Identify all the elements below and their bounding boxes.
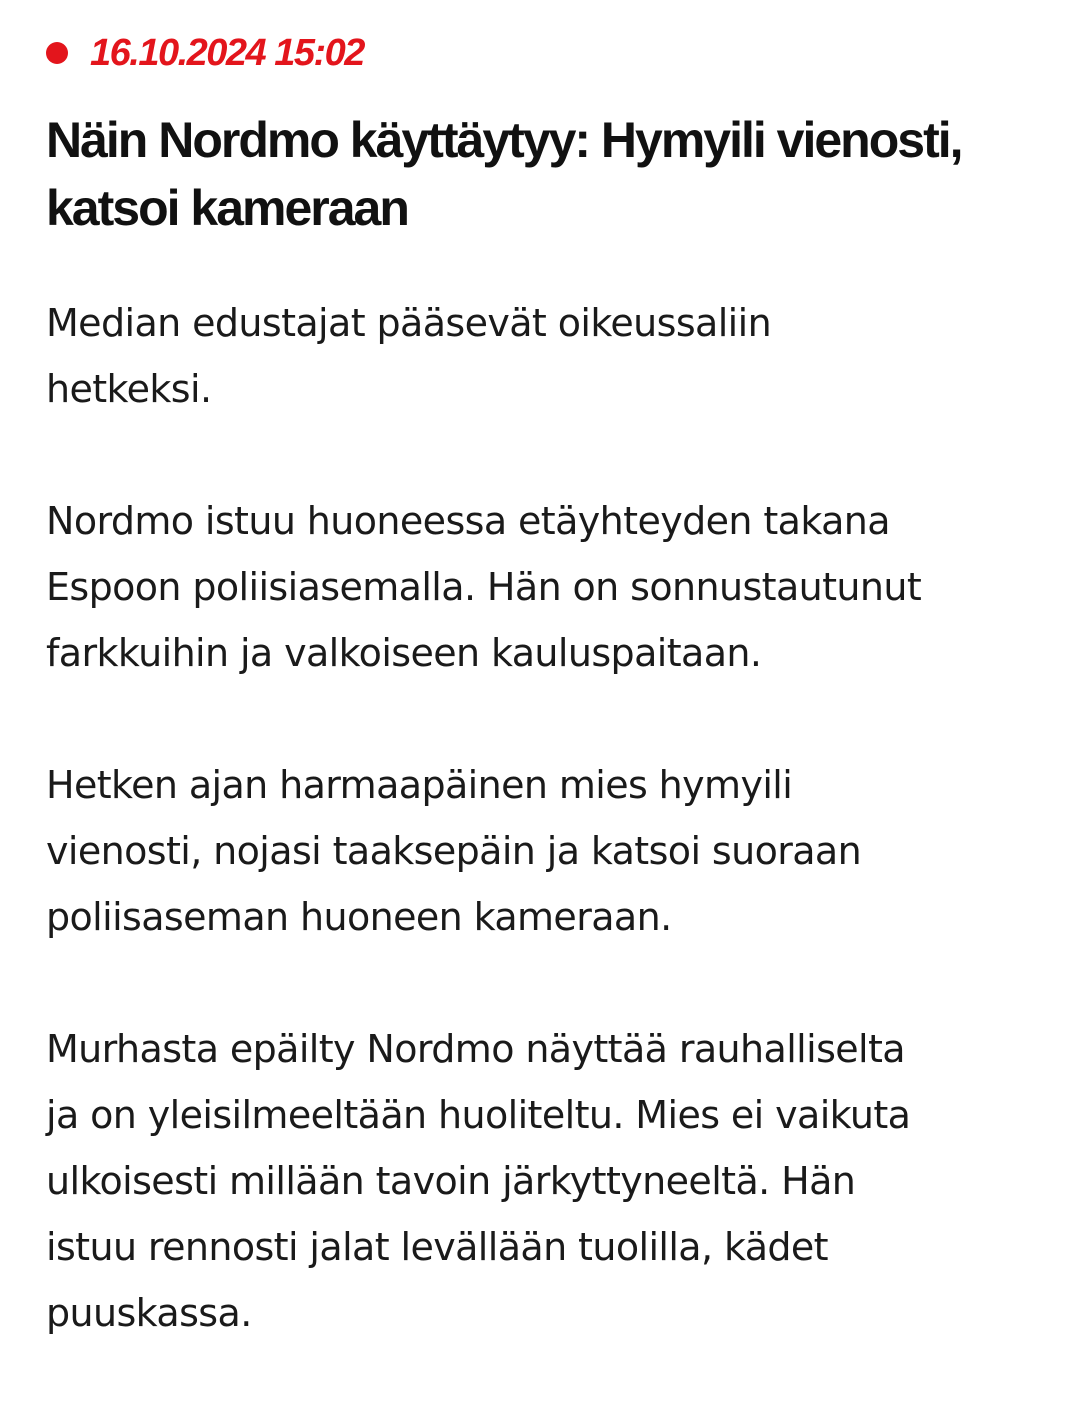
- headline: [46, 106, 1006, 242]
- text-line: farkkuihin ja valkoiseen kauluspaitaan.: [46, 631, 762, 675]
- headline-line: Näin Nordmo käyttäytyy: Hymyili vienosti,: [46, 112, 962, 168]
- text-line: Median edustajat pääsevät oikeussaliin: [46, 301, 772, 345]
- timestamp-row: [46, 28, 1046, 78]
- paragraph: [46, 488, 1036, 686]
- headline-line: katsoi kameraan: [46, 180, 408, 236]
- paragraph: [46, 290, 1036, 422]
- article-body: [46, 290, 1046, 1346]
- text-line: poliisaseman huoneen kameraan.: [46, 895, 672, 939]
- timestamp: 16.10.2024 15:02: [90, 32, 364, 74]
- text-line: hetkeksi.: [46, 367, 212, 411]
- paragraph: [46, 752, 1036, 950]
- article: [46, 28, 1046, 1412]
- text-line: Murhasta epäilty Nordmo näyttää rauhalliselta: [46, 1027, 905, 1071]
- text-line: Nordmo istuu huoneessa etäyhteyden takana: [46, 499, 890, 543]
- live-dot-icon: [46, 42, 68, 64]
- text-line: ulkoisesti millään tavoin järkyttyneeltä. Hän: [46, 1159, 856, 1203]
- text-line: vienosti, nojasi taaksepäin ja katsoi suoraan: [46, 829, 862, 873]
- text-line: puuskassa.: [46, 1291, 252, 1335]
- paragraph: [46, 1016, 1036, 1346]
- text-line: ja on yleisilmeeltään huoliteltu. Mies ei vaikuta: [46, 1093, 911, 1137]
- text-line: Hetken ajan harmaapäinen mies hymyili: [46, 763, 793, 807]
- text-line: Espoon poliisiasemalla. Hän on sonnustautunut: [46, 565, 922, 609]
- text-line: istuu rennosti jalat levällään tuolilla, kädet: [46, 1225, 828, 1269]
